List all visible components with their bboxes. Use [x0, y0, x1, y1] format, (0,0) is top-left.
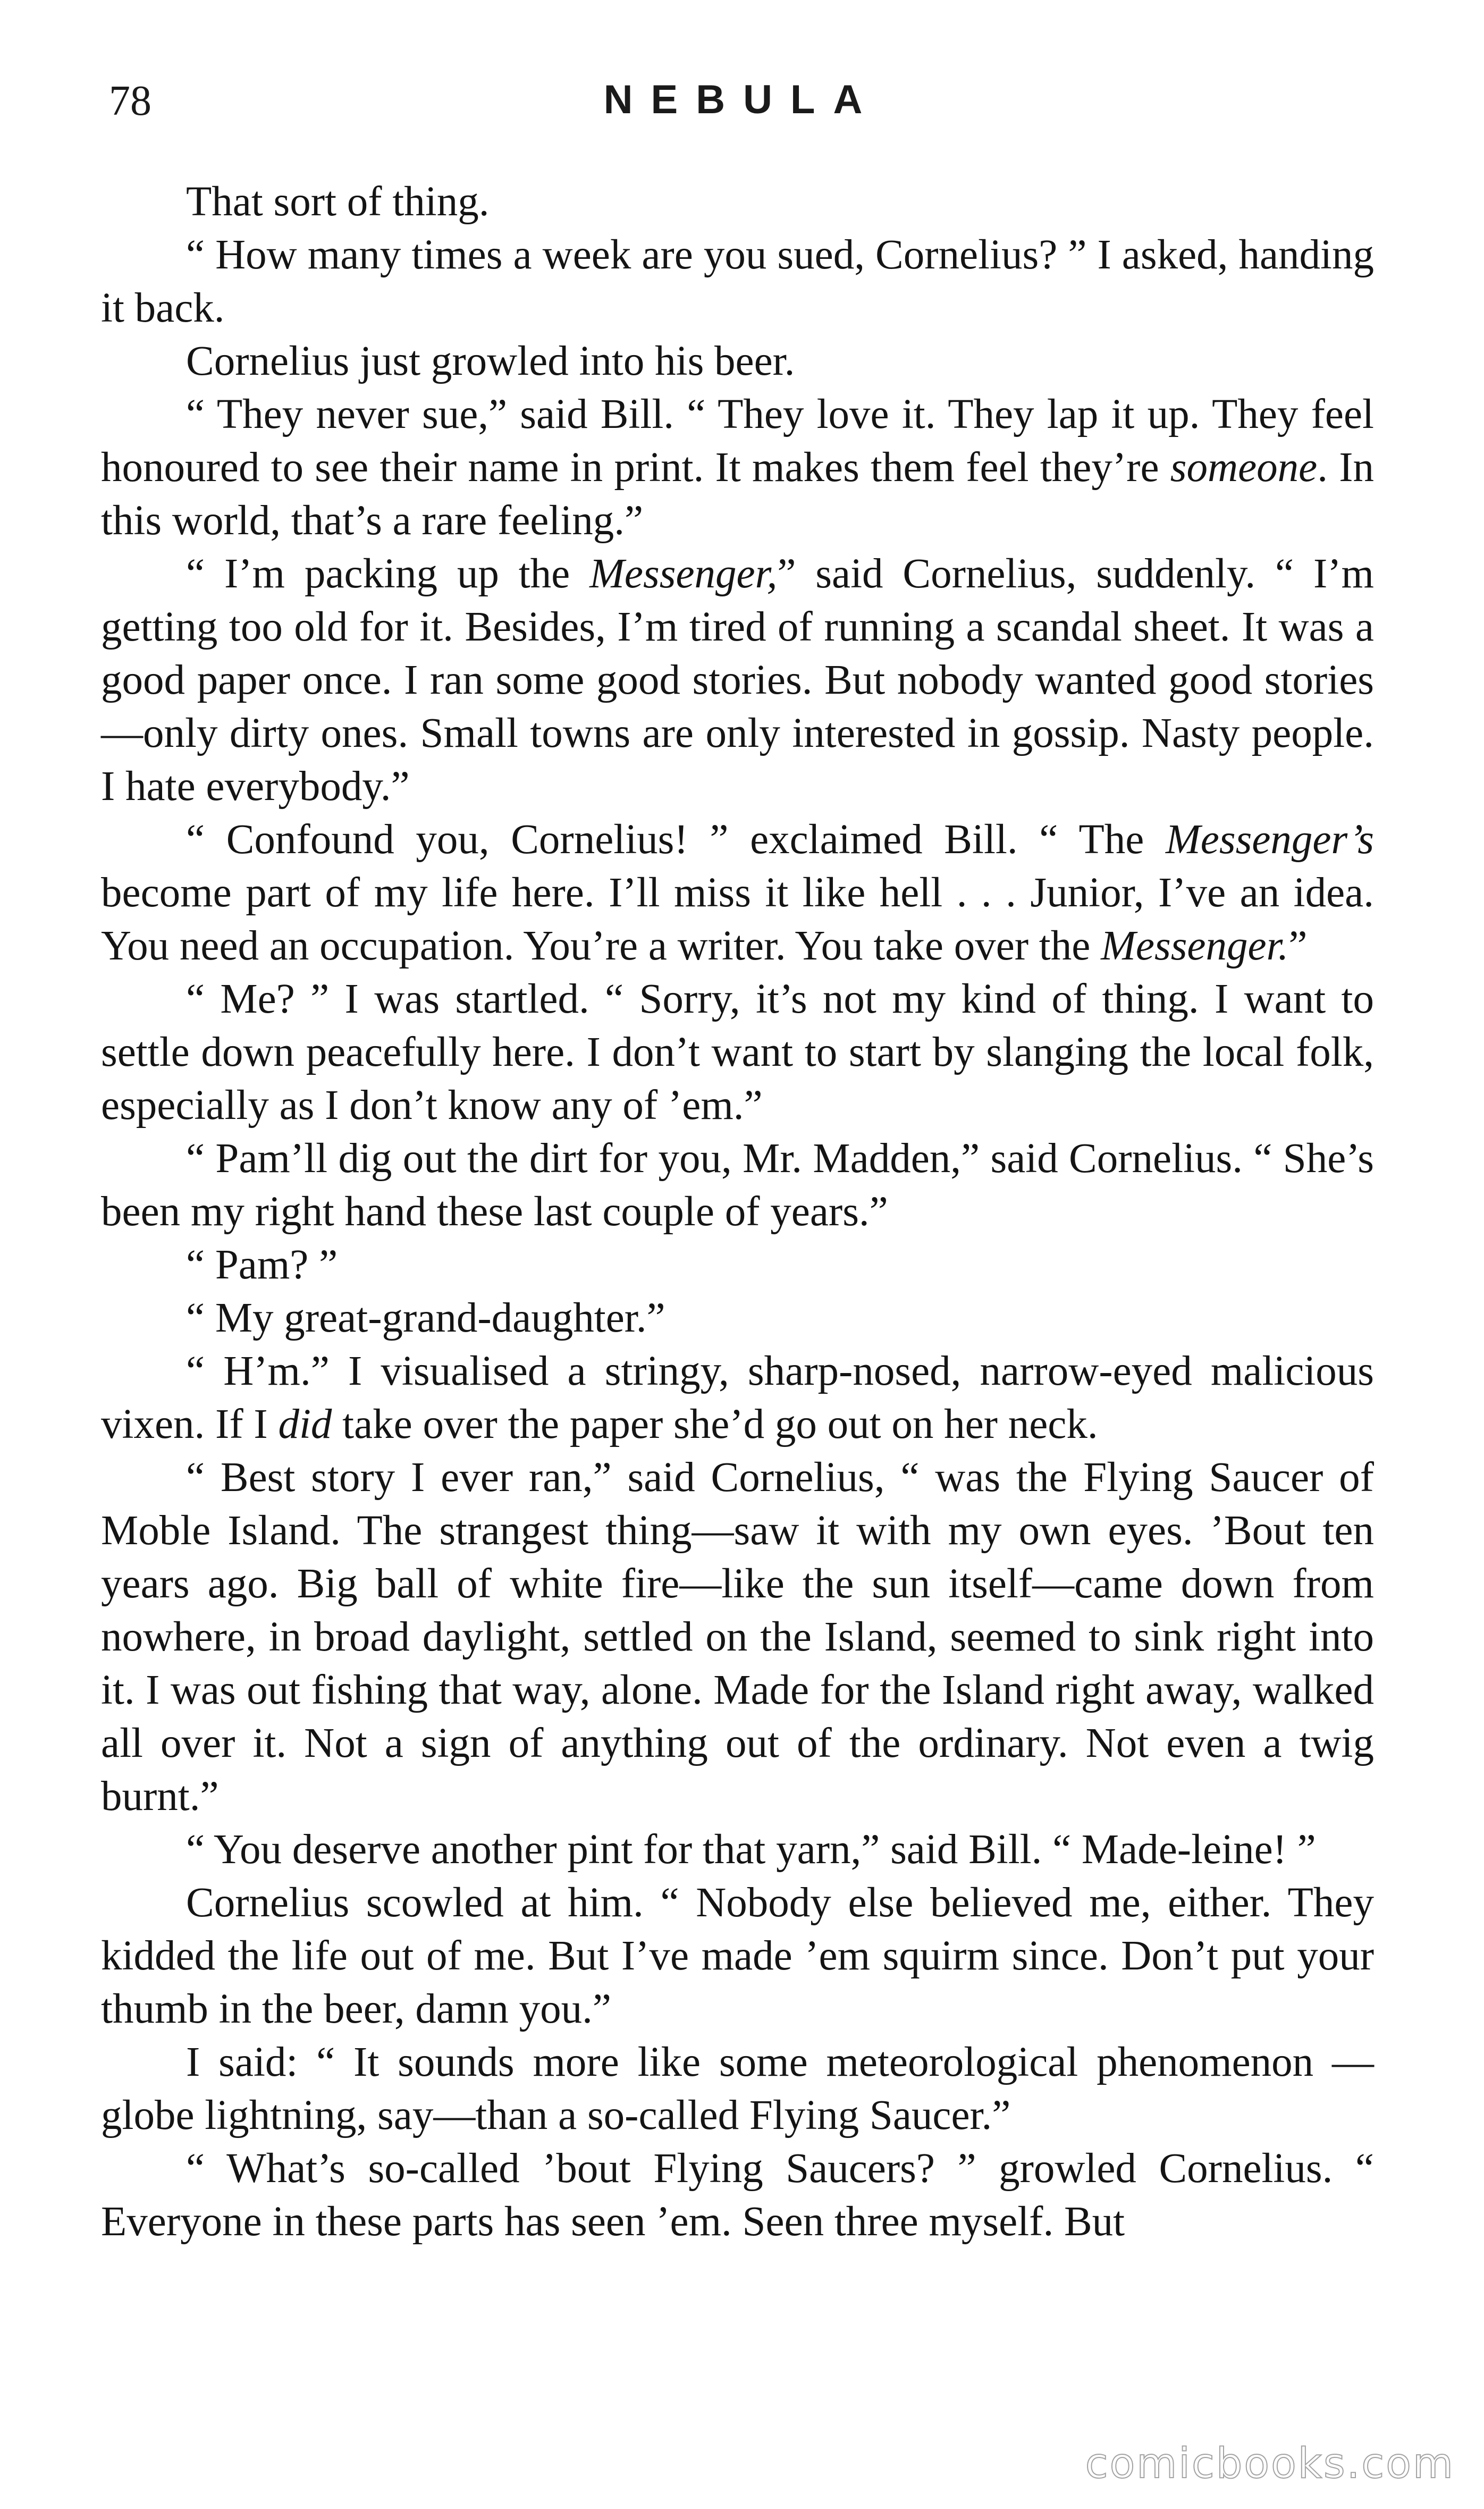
text-run: take over the paper she’d go out on her neck. — [332, 1401, 1098, 1447]
italic-text-run: Messenger’s — [1165, 816, 1374, 863]
paragraph — [101, 1345, 1374, 1451]
text-run: “ They never sue,” said Bill. “ They love it. They lap it up. They feel honoured to see their name in print. It makes them feel they’re — [101, 391, 1374, 491]
text-run: ” said Cornelius, suddenly. “ I’m getting too old for it. Besides, I’m tired of running a scandal sheet. It was a good paper once. I ran some good stories. But nobody wanted good stories—only dirty ones. Small towns are only interested in gossip. Nasty people. I hate everybody.” — [101, 551, 1375, 810]
paragraph: I said: “ It sounds more like some meteorological phenomenon —globe lightning, say—than a so-called Flying Saucer.” — [101, 2039, 1374, 2138]
text-run: . In this world, that’s a rare feeling.” — [101, 444, 1375, 544]
text-run: “ Confound you, Cornelius! ” exclaimed Bill. “ The — [186, 816, 1166, 863]
paragraph: That sort of thing. — [186, 179, 490, 225]
body-text — [101, 175, 1374, 2249]
paragraph — [101, 548, 1374, 813]
paragraph: “ My great-grand-daughter.” — [186, 1295, 665, 1341]
italic-text-run: Messenger, — [589, 551, 778, 597]
paragraph: “ Pam’ll dig out the dirt for you, Mr. Madden,” said Cornelius. “ She’s been my right hand these last couple of years.” — [101, 1135, 1374, 1235]
paragraph — [101, 813, 1374, 973]
paragraph — [101, 388, 1374, 548]
paragraph: “ How many times a week are you sued, Cornelius? ” I asked, handing it back. — [101, 232, 1374, 331]
page-number: 78 — [109, 78, 151, 124]
italic-text-run: someone — [1170, 444, 1318, 491]
paragraph: Cornelius scowled at him. “ Nobody else believed me, either. They kidded the life out of me. But I’ve made ’em squirm since. Don’t put your thumb in the beer, damn you.” — [101, 1880, 1374, 2032]
text-run: “ I’m packing up the — [186, 551, 590, 597]
paragraph: “ You deserve another pint for that yarn,” said Bill. “ Made-leine! ” — [186, 1826, 1316, 1873]
italic-text-run: Messenger. — [1101, 923, 1289, 969]
running-head: NEBULA — [603, 77, 881, 122]
paragraph: “ Pam? ” — [186, 1242, 338, 1288]
paragraph: Cornelius just growled into his beer. — [186, 338, 795, 384]
text-run: become part of my life here. I’ll miss it like hell . . . Junior, I’ve an idea. You need an occupation. You’re a writer. You take over the — [101, 870, 1374, 969]
italic-text-run: did — [278, 1401, 332, 1447]
text-run: ” — [1288, 923, 1308, 969]
paragraph: “ What’s so-called ’bout Flying Saucers? ” growled Cornelius. “ Everyone in these parts has seen ’em. Seen three myself. But — [101, 2145, 1374, 2245]
watermark: comicbooks.com — [1085, 2440, 1455, 2488]
text-run: “ H’m.” I visualised a stringy, sharp-nosed, narrow-eyed malicious vixen. If I — [101, 1348, 1374, 1447]
paragraph: “ Me? ” I was startled. “ Sorry, it’s not my kind of thing. I want to settle down peacefully here. I don’t want to start by slanging the local folk, especially as I don’t know any of ’em.” — [101, 976, 1374, 1129]
paragraph: “ Best story I ever ran,” said Cornelius, “ was the Flying Saucer of Moble Island. The strangest thing—saw it with my own eyes. ’Bout ten years ago. Big ball of white fire—like the sun itself—came down from nowhere, in broad daylight, settled on the Island, seemed to sink right into it. I was out fishing that way, alone. Made for the Island right away, walked all over it. Not a sign of anything out of the ordinary. Not even a twig burnt.” — [101, 1454, 1374, 1820]
